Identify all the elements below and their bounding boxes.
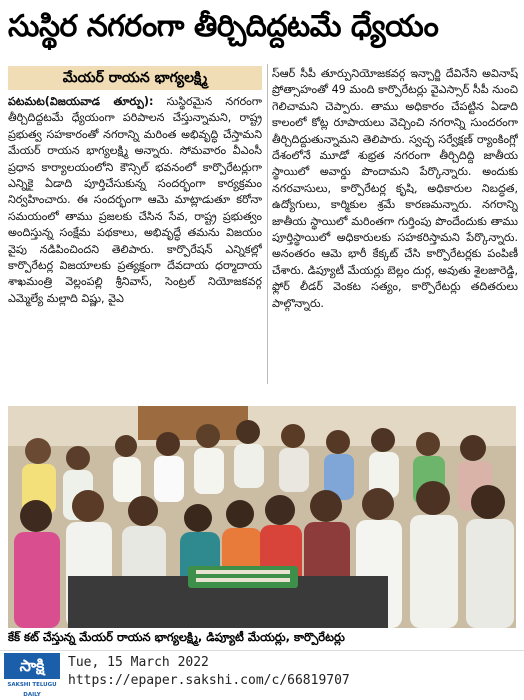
epaper-footer [0,650,524,698]
photo-illustration [8,406,516,628]
byline: మేయర్ రాయన భాగ్యలక్ష్మి [8,66,262,90]
logo-text: సాక్షి [4,653,60,679]
news-photo [8,406,516,628]
publication-date: Tue, 15 March 2022 [68,655,209,670]
dateline: పటమట(విజయవాడ తూర్పు): [8,95,154,108]
article-column-right [272,66,518,384]
article-headline: సుస్థిర నగరంగా తీర్చిదిద్దటమే ధ్యేయం [8,9,439,44]
right-body-text: స్ఆర్ సీపీ తూర్పునియోజకవర్గ ఇన్చార్జి దేవినేని అవినాష్ ప్రోత్సాహంతో 49 మంది కార్పొరేటర్లు వైఎస్సార్ సీపీ నుంచి గెలిచామని చెప్పారు. తాము అధికారం చేపట్టిన ఏడాది కాలంలో కోట్ల రూపాయలు వెచ్చించి నగరాన్ని సుందరంగా తీర్చిదిద్దుతున్నామని తెలిపారు. స్వచ్ఛ సర్వేక్షణ్ ర్యాంకింగ్లో దేశంలోనే మూడో శుభ్రత నగరంగా తీర్చిదిద్ది జాతీయ స్థాయిలో అవార్డు పొందామని పేర్కొన్నారు. అందుకు నగరవాసులు, కార్పొరేటర్ల కృషి, అధికారుల నిబద్ధత, ఉద్యోగులు, కార్మికుల శ్రమే కారణమన్నారు. నగరాన్ని జాతీయ స్థాయిలో మరింతగా గుర్తింపు పొందేందుకు తాము పూర్తిస్థాయిలో అధికారులకు సహకరిస్తామని పేర్కొన్నారు. అనంతరం ఆమె భారీ కేక్కట్ చేసి కార్పొరేటర్లకు పంపిణీ చేశారు. డిప్యూటీ మేయర్లు బెల్లం దుర్గ, అవుతు శైలజారెడ్డి, ఫ్లోర్ లీడర్ వెంకట సత్యం, కార్పొరేటర్లు తదితరులు పాల్గొన్నారు. [272,67,518,310]
logo-subtitle: SAKSHI TELUGU DAILY [7,682,57,698]
left-body-text: సుస్థిరమైన నగరంగా తీర్చిదిద్దటమే ధ్యేయంగా పరిపాలన చేస్తున్నామని, రాష్ట్ర ప్రభుత్వ సహకారంతో నగరాన్ని మరింత అభివృద్ధి చేస్తామని మేయర్ రాయన భాగ్యలక్ష్మి అన్నారు. సోమవారం వీఎంసీ ప్రధాన కార్యాలయంలోని కౌన్సిల్ భవనంలో కార్పొరేటర్లుగా ఎన్నికై ఏడాది పూర్తిచేసుకున్న సందర్భంగా కార్యక్రమం నిర్వహించారు. ఈ సందర్భంగా ఆమె మాట్లాడుతూ కరోనా సమయంలో తాము ప్రజలకు చేసిన సేవ, రాష్ట్ర ప్రభుత్వం అందిస్తున్న సంక్షేమ పథకాలు, అభివృద్ధే తమను విజయం వైపు నడిపించిందని తెలిపారు. కార్పొరేషన్ ఎన్నికల్లో కార్పొరేటర్ల విజయాలకు ప్రత్యక్షంగా దేవదాయ ధర్మాదాయ శాఖమంత్రి వెల్లంపల్లి శ్రీనివాస్, సెంట్రల్ నియోజకవర్గ ఎమ్మెల్యే మల్లాది విష్ణు, వైఎ [8,95,262,305]
column-divider [267,64,268,384]
left-paragraph [8,94,262,307]
photo-caption: కేక్ కట్ చేస్తున్న మేయర్ రాయన భాగ్యలక్ష్మి, డిప్యూటీ మేయర్లు, కార్పొరేటర్లు [8,630,345,644]
epaper-url: https://epaper.sakshi.com/c/66819707 [68,673,350,688]
sakshi-logo [4,653,60,698]
article-column-left [8,94,262,384]
